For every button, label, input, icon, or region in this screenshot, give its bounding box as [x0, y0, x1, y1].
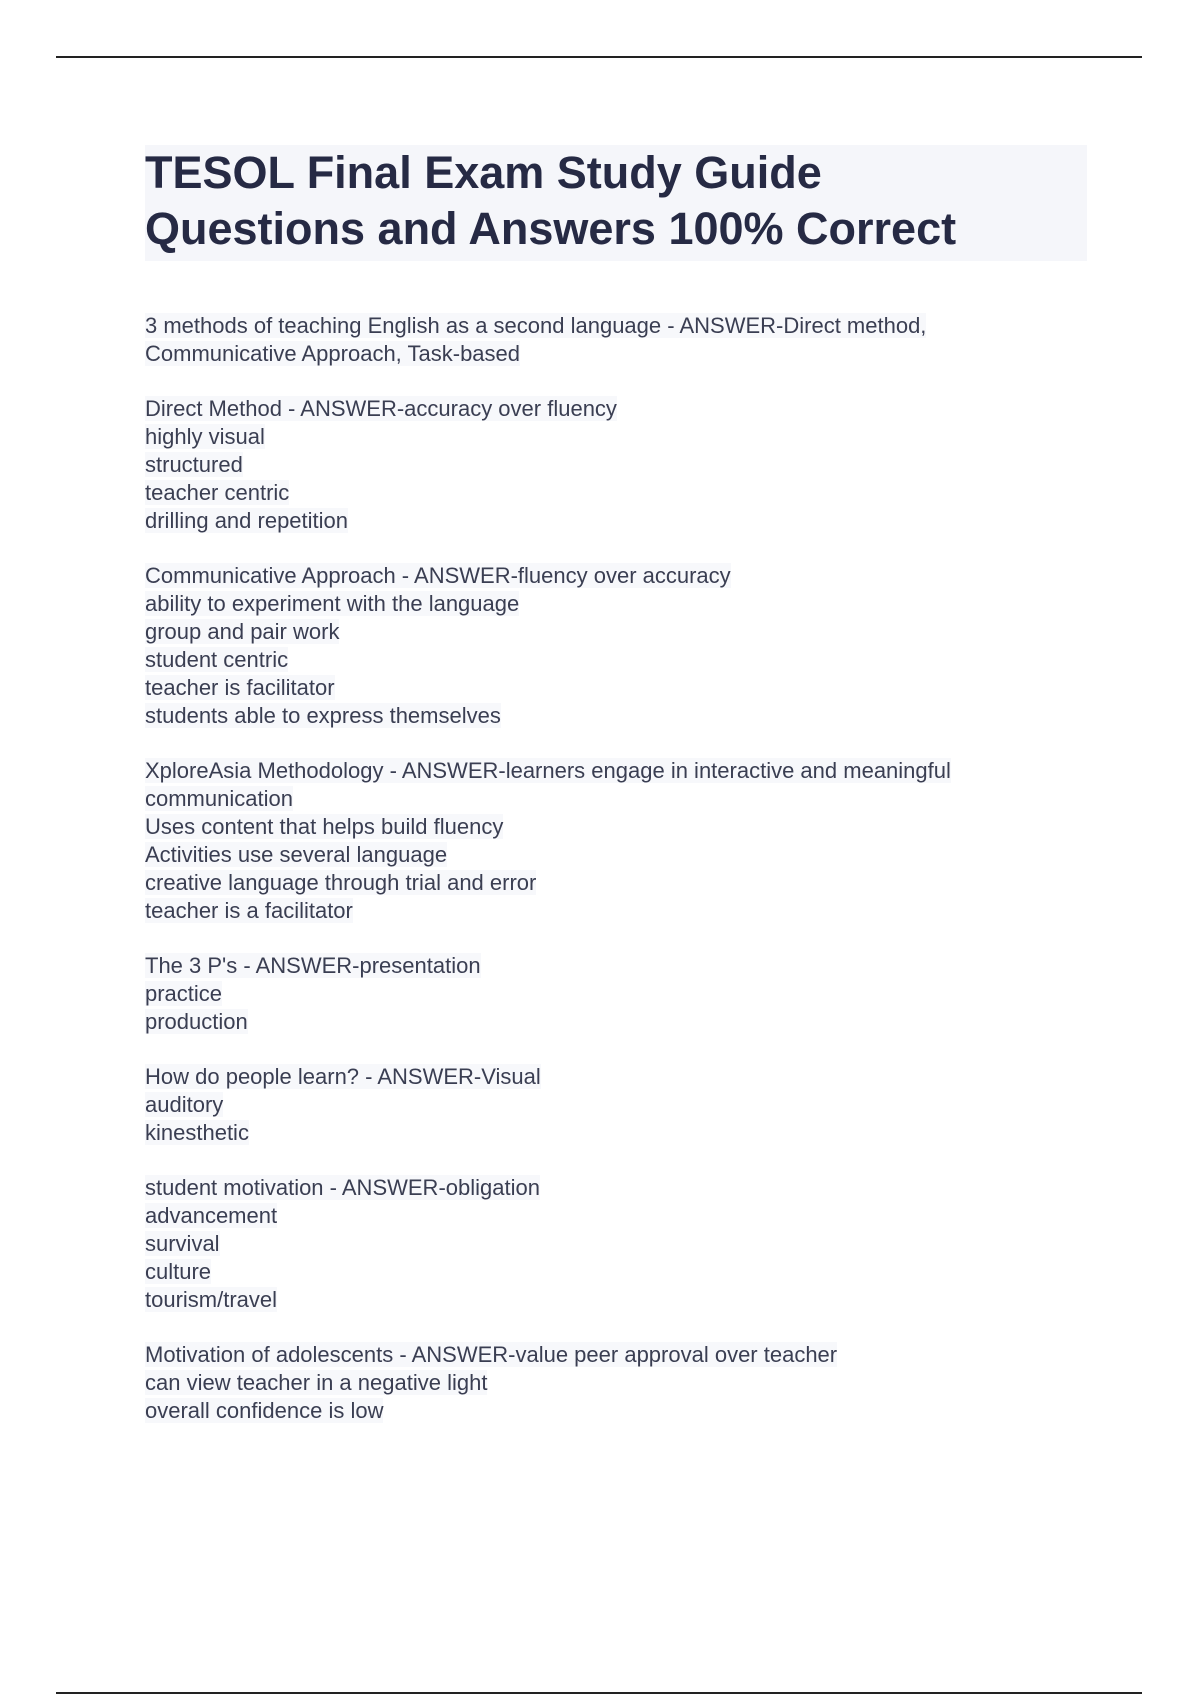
qa-line-text: production [145, 1009, 248, 1034]
qa-answer-line [145, 785, 1105, 813]
qa-line-text: teacher is a facilitator [145, 898, 353, 923]
qa-answer-line [145, 590, 1105, 618]
qa-line-text: group and pair work [145, 619, 340, 644]
qa-answer-line [145, 841, 1105, 869]
qa-entry [145, 1174, 1105, 1314]
qa-line-text: teacher centric [145, 480, 290, 505]
qa-answer-line [145, 702, 1105, 730]
title-line-2: Questions and Answers 100% Correct [145, 203, 957, 254]
document-title [145, 145, 1087, 257]
qa-answer-line [145, 1230, 1105, 1258]
qa-line-text: 3 methods of teaching English as a second language - ANSWER-Direct method, [145, 313, 927, 338]
qa-question-line [145, 562, 1105, 590]
qa-line-text: highly visual [145, 424, 265, 449]
qa-line-text: can view teacher in a negative light [145, 1370, 488, 1395]
qa-answer-line [145, 897, 1105, 925]
qa-line-text: structured [145, 452, 243, 477]
qa-question-line [145, 395, 1105, 423]
qa-entry [145, 395, 1105, 535]
qa-line-text: The 3 P's - ANSWER-presentation [145, 953, 481, 978]
qa-answer-line [145, 451, 1105, 479]
qa-line-text: tourism/travel [145, 1287, 278, 1312]
qa-answer-line [145, 1397, 1105, 1425]
qa-line-text: creative language through trial and error [145, 870, 537, 895]
qa-line-text: student motivation - ANSWER-obligation [145, 1175, 540, 1200]
qa-line-text: kinesthetic [145, 1120, 249, 1145]
title-line-1: TESOL Final Exam Study Guide [145, 147, 822, 198]
qa-entry [145, 952, 1105, 1036]
qa-answer-line [145, 1091, 1105, 1119]
qa-line-text: practice [145, 981, 223, 1006]
qa-answer-line [145, 813, 1105, 841]
qa-line-text: Communicative Approach - ANSWER-fluency over accuracy [145, 563, 731, 588]
qa-answer-line [145, 479, 1105, 507]
qa-line-text: teacher is facilitator [145, 675, 335, 700]
qa-answer-line [145, 507, 1105, 535]
qa-answer-line [145, 646, 1105, 674]
qa-answer-line [145, 674, 1105, 702]
qa-answer-line [145, 1258, 1105, 1286]
qa-line-text: drilling and repetition [145, 508, 349, 533]
qa-list [145, 312, 1105, 1452]
qa-entry [145, 1341, 1105, 1425]
qa-question-line [145, 1341, 1105, 1369]
qa-line-text: student centric [145, 647, 289, 672]
qa-answer-line [145, 1202, 1105, 1230]
qa-answer-line [145, 1119, 1105, 1147]
title-block [145, 145, 1087, 261]
qa-line-text: How do people learn? - ANSWER-Visual [145, 1064, 541, 1089]
qa-question-line [145, 312, 1105, 340]
qa-line-text: students able to express themselves [145, 703, 501, 728]
qa-answer-line [145, 1369, 1105, 1397]
qa-question-line [145, 1174, 1105, 1202]
qa-answer-line [145, 423, 1105, 451]
qa-answer-line [145, 1286, 1105, 1314]
qa-question-line [145, 952, 1105, 980]
qa-entry [145, 312, 1105, 368]
qa-line-text: ability to experiment with the language [145, 591, 520, 616]
qa-entry [145, 757, 1105, 925]
qa-answer-line [145, 1008, 1105, 1036]
qa-line-text: culture [145, 1259, 212, 1284]
qa-answer-line [145, 869, 1105, 897]
qa-line-text: overall confidence is low [145, 1398, 384, 1423]
qa-answer-line [145, 340, 1105, 368]
qa-line-text: XploreAsia Methodology - ANSWER-learners engage in interactive and meaningful [145, 758, 951, 783]
qa-line-text: Motivation of adolescents - ANSWER-value peer approval over teacher [145, 1342, 838, 1367]
top-rule [56, 56, 1142, 58]
qa-line-text: survival [145, 1231, 220, 1256]
qa-answer-line [145, 980, 1105, 1008]
qa-line-text: Communicative Approach, Task-based [145, 341, 521, 366]
qa-line-text: Direct Method - ANSWER-accuracy over fluency [145, 396, 617, 421]
qa-line-text: Uses content that helps build fluency [145, 814, 504, 839]
qa-line-text: communication [145, 786, 293, 811]
qa-question-line [145, 1063, 1105, 1091]
bottom-rule [56, 1692, 1142, 1694]
qa-answer-line [145, 618, 1105, 646]
qa-question-line [145, 757, 1105, 785]
qa-line-text: Activities use several language [145, 842, 448, 867]
qa-entry [145, 1063, 1105, 1147]
qa-line-text: advancement [145, 1203, 278, 1228]
qa-entry [145, 562, 1105, 730]
qa-line-text: auditory [145, 1092, 224, 1117]
